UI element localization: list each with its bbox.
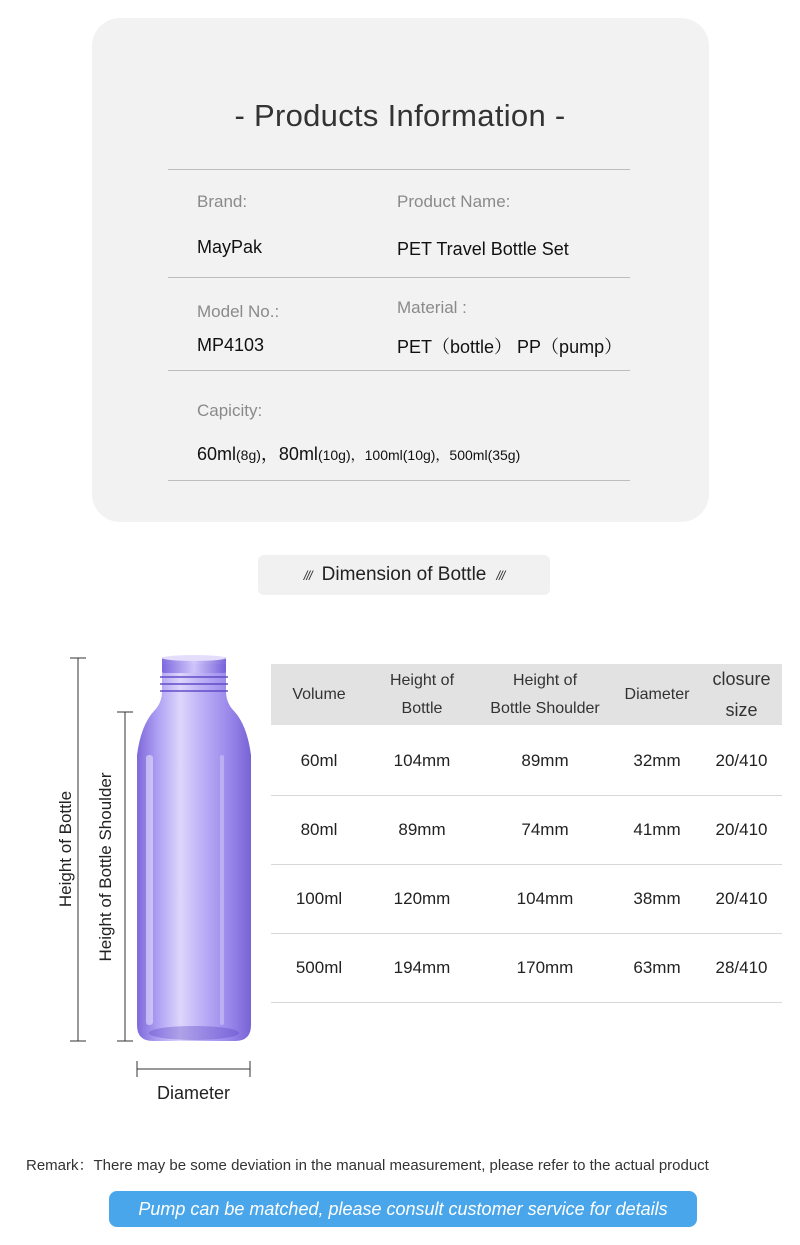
diameter-label: Diameter [157,1083,231,1103]
cell-shoulder: 104mm [477,865,613,934]
table-row [271,796,782,865]
divider [168,277,630,278]
bottle-dimension-diagram [40,645,270,1085]
cell-volume: 80ml [271,796,367,865]
cell-volume: 60ml [271,727,367,796]
cell-diameter: 63mm [613,934,701,1003]
model-value: MP4103 [197,335,265,355]
consult-service-banner[interactable]: Pump can be matched, please consult customer service for details [109,1191,697,1227]
brand-value: MayPak [197,237,263,257]
slashes-decoration: /// [303,567,312,583]
product-name-value: PET Travel Bottle Set [397,239,569,259]
table-header-row [271,664,782,725]
table-row [271,934,782,1003]
remark-text: Remark：There may be some deviation in the manual measurement, please refer to the actual product [26,1157,709,1174]
capacity-part: (10g)，100ml(10g)，500ml(35g) [317,447,521,463]
material-value: PET（bottle） PP（pump） [397,337,623,357]
header-height-of-bottle: Height of Bottle [367,664,477,725]
divider [168,370,630,371]
dimension-heading [258,555,550,595]
table-row [271,727,782,796]
product-name-label: Product Name: [397,192,511,211]
material-label: Material : [397,298,467,317]
cell-shoulder: 89mm [477,727,613,796]
header-diameter: Diameter [613,664,701,725]
cell-shoulder: 74mm [477,796,613,865]
cell-diameter: 41mm [613,796,701,865]
cell-closure: 28/410 [701,934,782,1003]
capacity-value [197,440,520,466]
cell-closure: 20/410 [701,727,782,796]
slashes-decoration: /// [496,567,505,583]
table-row [271,865,782,934]
dimension-title: Dimension of Bottle [321,564,487,585]
cell-height: 89mm [367,796,477,865]
dimension-table [271,664,782,1003]
divider [168,480,630,481]
capacity-part: ，80ml [260,444,318,464]
cell-shoulder: 170mm [477,934,613,1003]
product-info-title: - Products Information - [234,98,566,133]
cell-closure: 20/410 [701,796,782,865]
capacity-part: 60ml [197,444,237,464]
divider [168,169,630,170]
capacity-part: (8g) [236,447,261,463]
height-of-shoulder-label: Height of Bottle Shoulder [96,772,115,962]
cell-diameter: 38mm [613,865,701,934]
cell-height: 104mm [367,727,477,796]
cell-volume: 500ml [271,934,367,1003]
cell-volume: 100ml [271,865,367,934]
cell-height: 120mm [367,865,477,934]
cell-diameter: 32mm [613,727,701,796]
header-closure-size: closure size [701,664,782,725]
bottle-image [137,655,251,1041]
header-height-of-shoulder: Height of Bottle Shoulder [477,664,613,725]
height-of-shoulder-line [117,712,133,1041]
brand-label: Brand: [197,192,248,211]
header-volume: Volume [271,664,367,725]
capacity-label: Capicity: [197,401,263,420]
cell-height: 194mm [367,934,477,1003]
height-of-bottle-label: Height of Bottle [56,790,75,908]
model-label: Model No.: [197,302,280,321]
diameter-line [137,1061,250,1077]
cell-closure: 20/410 [701,865,782,934]
